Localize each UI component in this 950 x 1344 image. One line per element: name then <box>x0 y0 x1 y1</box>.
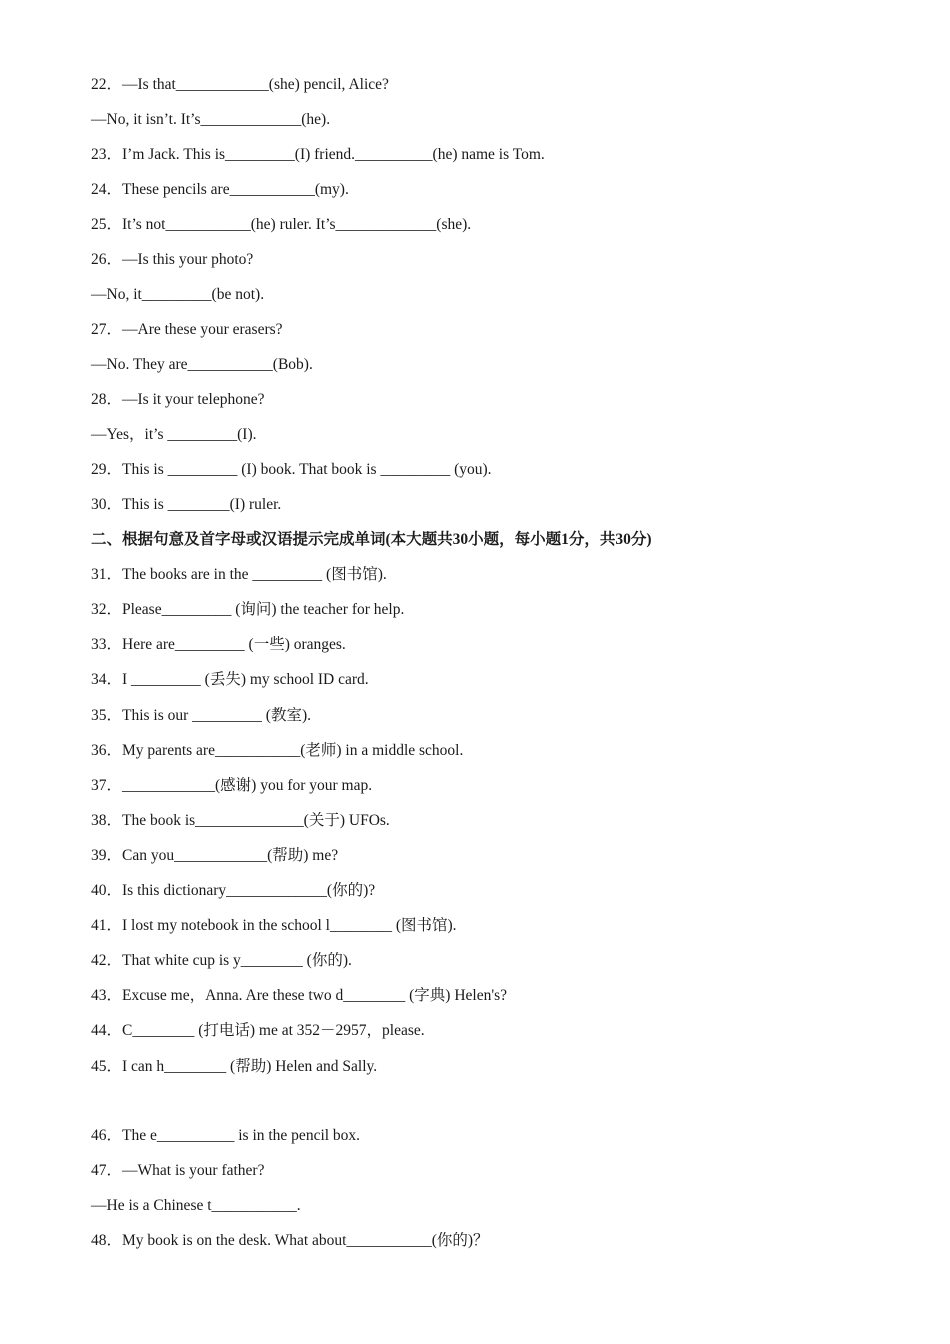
question-30: 30．This is ________(I) ruler. <box>91 496 282 513</box>
question-23: 23．I’m Jack. This is_________(I) friend.__________(he) name is Tom. <box>91 146 545 163</box>
question-28-line-2: —Yes，it’s _________(I). <box>91 426 257 443</box>
question-22-line-1: 22．—Is that____________(she) pencil, Alice? <box>91 76 389 93</box>
question-45: 45．I can h________ (帮助) Helen and Sally. <box>91 1058 378 1075</box>
question-46: 46．The e__________ is in the pencil box. <box>91 1127 361 1144</box>
question-32: 32．Please_________ (询问) the teacher for help. <box>91 601 405 618</box>
question-43: 43．Excuse me，Anna. Are these two d________ (字典) Helen's? <box>91 987 508 1004</box>
question-24: 24．These pencils are___________(my). <box>91 181 349 198</box>
question-40: 40．Is this dictionary_____________(你的)? <box>91 882 376 899</box>
question-42: 42．That white cup is y________ (你的). <box>91 952 352 969</box>
question-27-line-1: 27．—Are these your erasers? <box>91 321 283 338</box>
section-heading: 二、根据句意及首字母或汉语提示完成单词(本大题共30小题，每小题1分，共30分) <box>91 531 652 548</box>
question-47-line-2: —He is a Chinese t___________. <box>91 1197 301 1214</box>
question-29: 29．This is _________ (I) book. That book is _________ (you). <box>91 461 492 478</box>
question-31: 31．The books are in the _________ (图书馆). <box>91 566 387 583</box>
question-22-line-2: —No, it isn’t. It’s_____________(he). <box>91 111 331 128</box>
question-39: 39．Can you____________(帮助) me? <box>91 847 339 864</box>
question-38: 38．The book is______________(关于) UFOs. <box>91 812 390 829</box>
question-34: 34．I _________ (丢失) my school ID card. <box>91 671 369 688</box>
question-27-line-2: —No. They are___________(Bob). <box>91 356 313 373</box>
question-48: 48．My book is on the desk. What about___________(你的)？ <box>91 1232 489 1249</box>
question-37: 37．____________(感谢) you for your map. <box>91 777 373 794</box>
question-25: 25．It’s not___________(he) ruler. It’s_____________(she). <box>91 216 472 233</box>
question-26-line-1: 26．—Is this your photo? <box>91 251 254 268</box>
question-41: 41．I lost my notebook in the school l________ (图书馆). <box>91 917 457 934</box>
question-28-line-1: 28．—Is it your telephone? <box>91 391 265 408</box>
question-36: 36．My parents are___________(老师) in a middle school. <box>91 742 464 759</box>
question-26-line-2: —No, it_________(be not). <box>91 286 265 303</box>
question-47-line-1: 47．—What is your father? <box>91 1162 265 1179</box>
question-35: 35．This is our _________ (教室). <box>91 707 312 724</box>
question-44: 44．C________ (打电话) me at 352－2957，please. <box>91 1022 425 1039</box>
question-33: 33．Here are_________ (一些) oranges. <box>91 636 346 653</box>
